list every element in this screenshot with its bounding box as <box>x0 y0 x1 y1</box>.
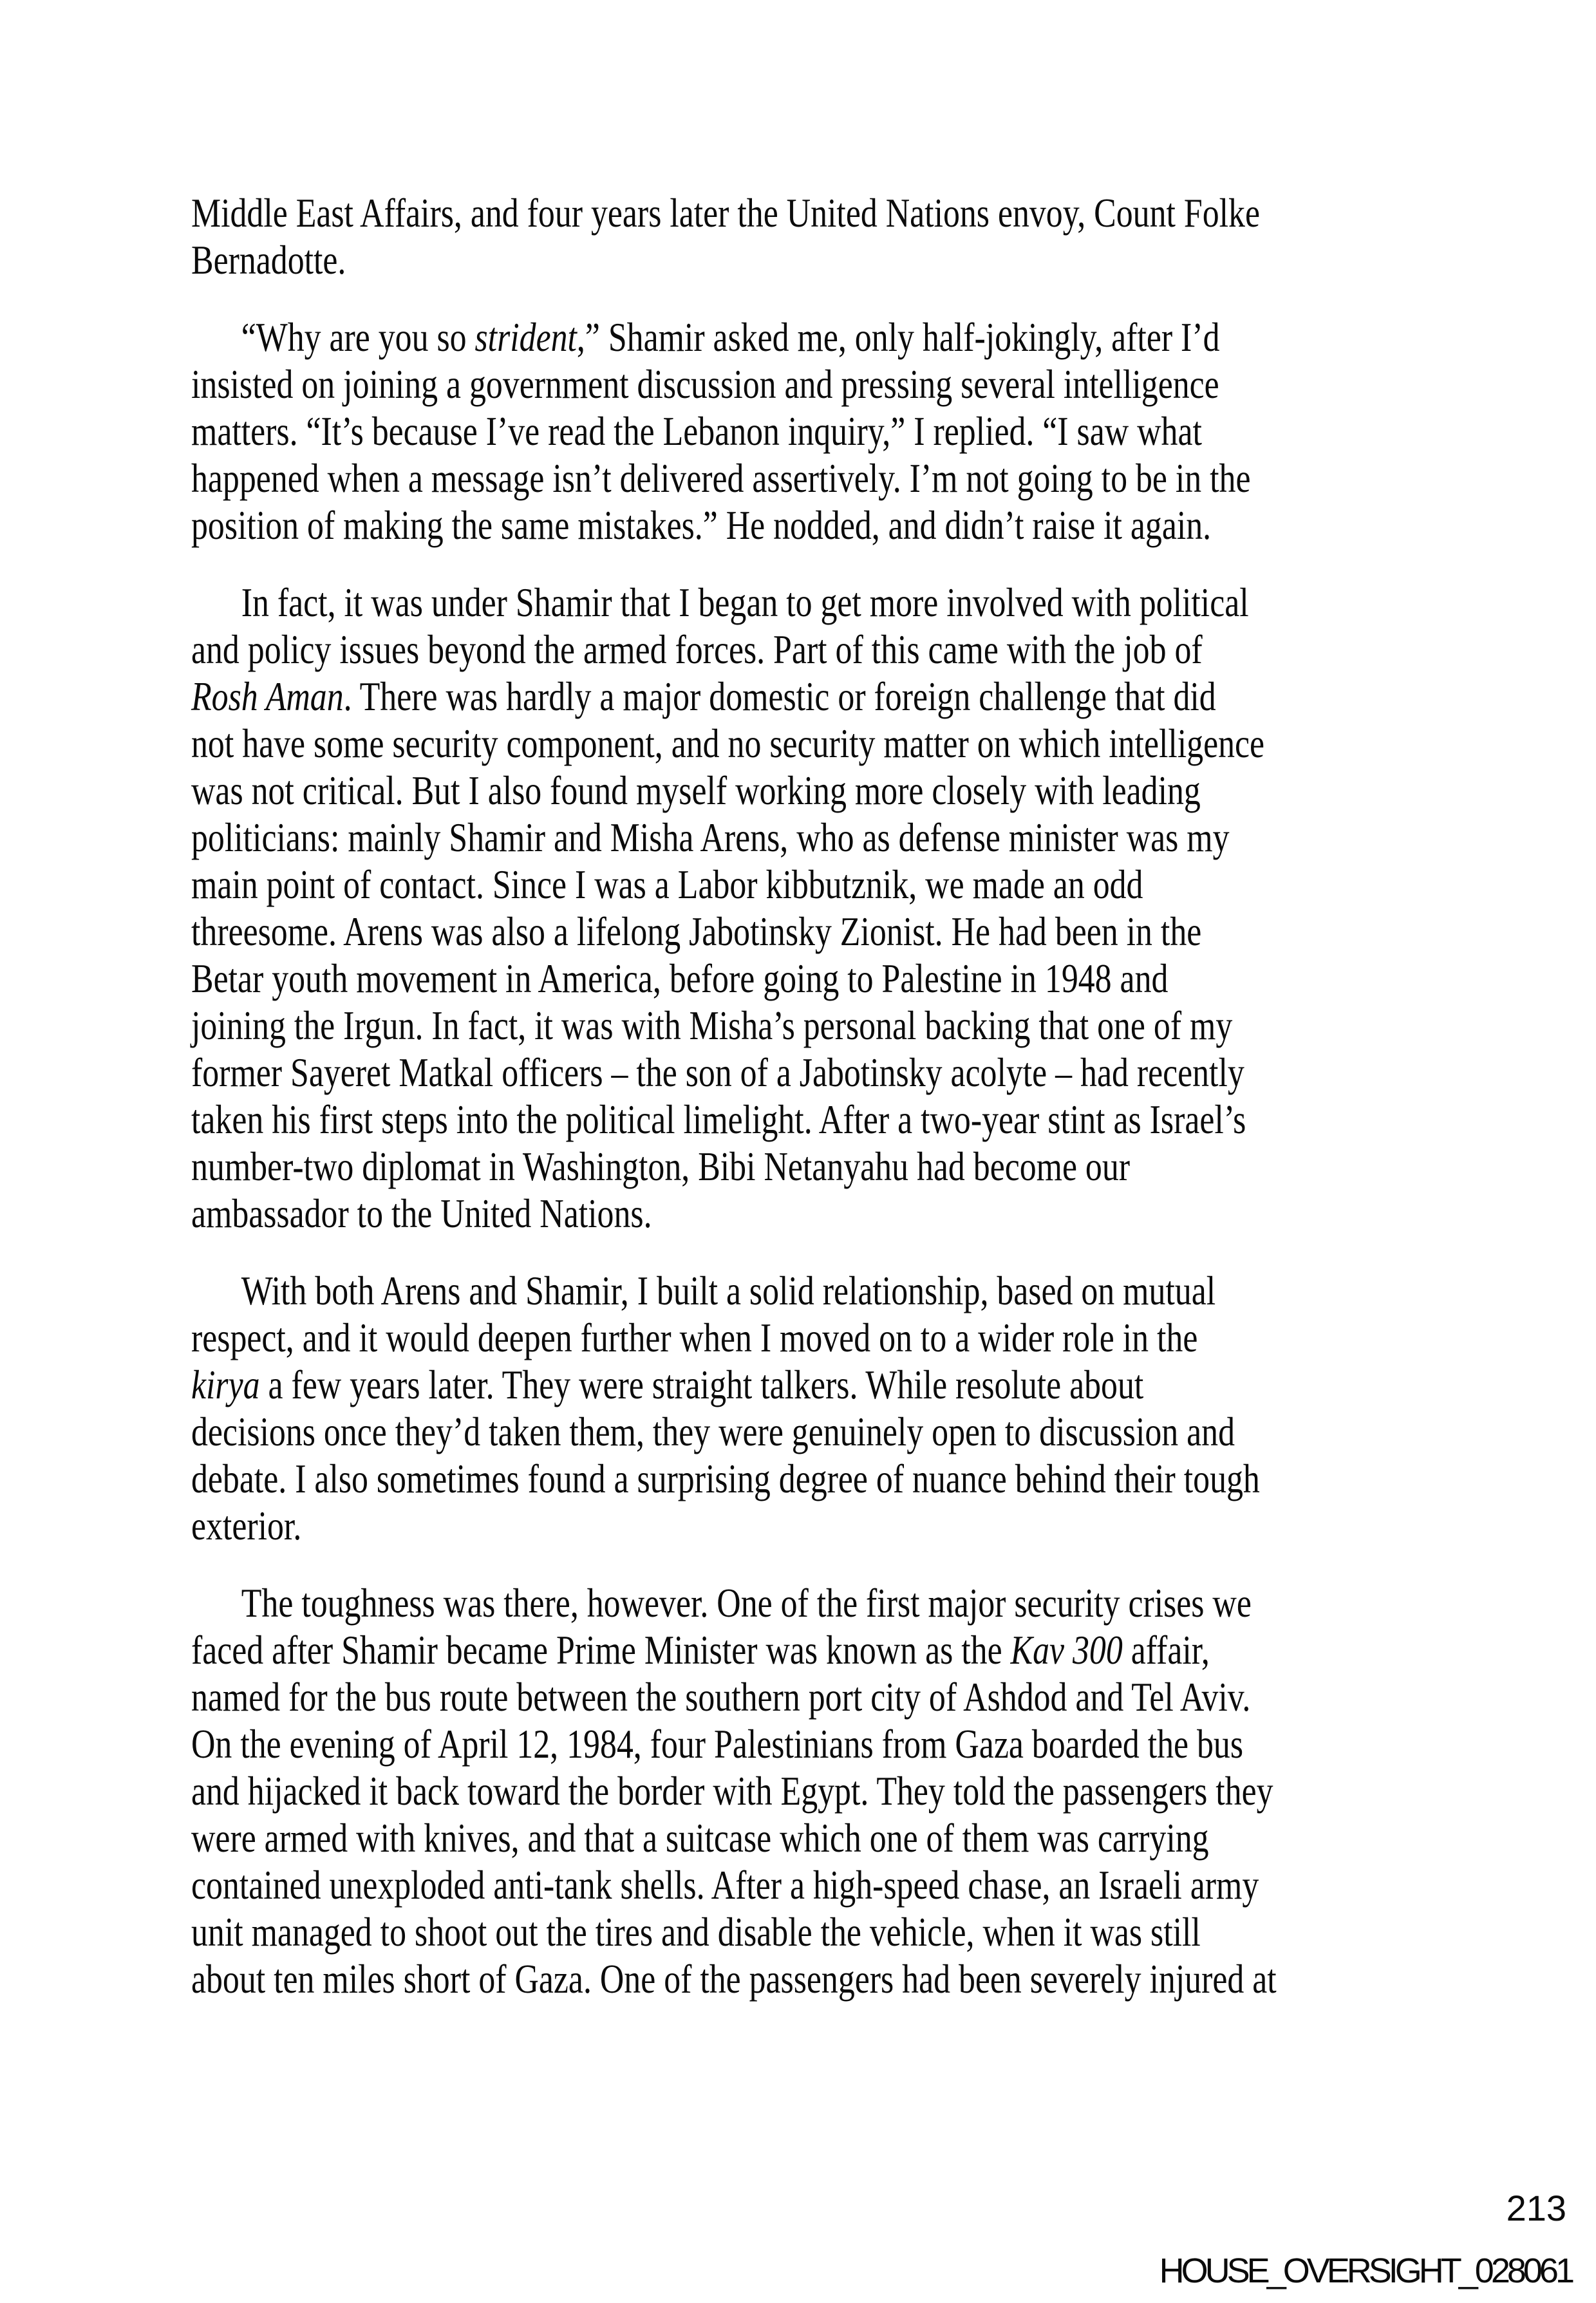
text-line <box>191 1579 1443 1626</box>
text-line <box>191 1096 1443 1143</box>
text-line <box>191 1455 1443 1502</box>
text-line <box>191 814 1443 861</box>
text-line <box>191 361 1443 408</box>
text-line <box>191 1049 1443 1096</box>
text-segment: faced after Shamir became Prime Minister was known as the <box>191 1627 1011 1673</box>
text-segment: and policy issues beyond the armed forces. Part of this came with the job of <box>191 626 1203 672</box>
text-line <box>191 1720 1443 1767</box>
text-segment: were armed with knives, and that a suitcase which one of them was carrying <box>191 1815 1209 1861</box>
text-segment: number-two diplomat in Washington, Bibi Netanyahu had become our <box>191 1143 1131 1189</box>
italic-text-segment: Rosh Aman <box>191 673 344 719</box>
text-line <box>191 455 1443 502</box>
text-segment: threesome. Arens was also a lifelong Jabotinsky Zionist. He had been in the <box>191 908 1202 954</box>
text-line <box>191 1955 1443 2002</box>
text-segment: about ten miles short of Gaza. One of the passengers had been severely injured at <box>191 1956 1277 2002</box>
text-line <box>191 502 1443 549</box>
text-line <box>191 1314 1443 1361</box>
text-line <box>191 955 1443 1002</box>
text-segment: unit managed to shoot out the tires and disable the vehicle, when it was still <box>191 1909 1201 1955</box>
text-segment: position of making the same mistakes.” He nodded, and didn’t raise it again. <box>191 502 1212 548</box>
text-line <box>191 626 1443 673</box>
text-line <box>191 1626 1443 1673</box>
text-line <box>191 236 1443 283</box>
text-line <box>191 579 1443 626</box>
text-line <box>191 1143 1443 1190</box>
text-segment: respect, and it would deepen further when I moved on to a wider role in the <box>191 1315 1198 1360</box>
text-segment: main point of contact. Since I was a Labor kibbutznik, we made an odd <box>191 861 1143 907</box>
text-segment: former Sayeret Matkal officers – the son of a Jabotinsky acolyte – had recently <box>191 1049 1244 1095</box>
text-segment: On the evening of April 12, 1984, four Palestinians from Gaza boarded the bus <box>191 1721 1244 1767</box>
paragraph <box>191 579 1443 1237</box>
text-segment: named for the bus route between the southern port city of Ashdod and Tel Aviv. <box>191 1674 1251 1720</box>
text-segment: debate. I also sometimes found a surprising degree of nuance behind their tough <box>191 1456 1260 1501</box>
italic-text-segment: Kav 300 <box>1010 1627 1123 1673</box>
bates-number: HOUSE_OVERSIGHT_028061 <box>1159 2251 1572 2290</box>
paragraph <box>191 1579 1443 2002</box>
text-segment: The toughness was there, however. One of the first major security crises we <box>241 1580 1252 1626</box>
text-segment: With both Arens and Shamir, I built a solid relationship, based on mutual <box>241 1268 1216 1313</box>
text-line <box>191 1861 1443 1908</box>
page-number: 213 <box>1506 2188 1566 2228</box>
text-line <box>191 1673 1443 1720</box>
italic-text-segment: strident <box>474 314 577 360</box>
text-segment: not have some security component, and no security matter on which intelligence <box>191 720 1265 766</box>
text-line <box>191 1267 1443 1314</box>
text-line <box>191 1408 1443 1455</box>
text-segment: contained unexploded anti-tank shells. After a high-speed chase, an Israeli army <box>191 1862 1259 1908</box>
text-segment: “Why are you so <box>241 314 475 360</box>
text-segment: . There was hardly a major domestic or foreign challenge that did <box>343 673 1216 719</box>
text-line <box>191 189 1443 236</box>
text-line <box>191 673 1443 720</box>
text-line <box>191 1502 1443 1549</box>
text-line <box>191 1361 1443 1408</box>
text-segment: ambassador to the United Nations. <box>191 1190 652 1236</box>
text-line <box>191 408 1443 455</box>
text-segment: and hijacked it back toward the border with Egypt. They told the passengers they <box>191 1768 1273 1814</box>
text-line <box>191 720 1443 767</box>
text-segment: Bernadotte. <box>191 237 346 283</box>
text-segment: ,” Shamir asked me, only half-jokingly, after I’d <box>576 314 1220 360</box>
paragraph <box>191 314 1443 549</box>
paragraph <box>191 1267 1443 1549</box>
text-line <box>191 1002 1443 1049</box>
text-segment: affair, <box>1122 1627 1210 1673</box>
text-segment: Middle East Affairs, and four years later the United Nations envoy, Count Folke <box>191 190 1260 236</box>
text-line <box>191 1190 1443 1237</box>
text-segment: a few years later. They were straight talkers. While resolute about <box>259 1362 1144 1407</box>
text-segment: Betar youth movement in America, before going to Palestine in 1948 and <box>191 955 1169 1001</box>
text-segment: In fact, it was under Shamir that I began to get more involved with political <box>241 579 1249 625</box>
text-segment: exterior. <box>191 1503 302 1548</box>
text-line <box>191 1908 1443 1955</box>
paragraph <box>191 189 1443 283</box>
text-segment: was not critical. But I also found myself working more closely with leading <box>191 767 1201 813</box>
text-line <box>191 767 1443 814</box>
body-text <box>191 189 1443 2002</box>
text-line <box>191 908 1443 955</box>
text-segment: insisted on joining a government discussion and pressing several intelligence <box>191 361 1219 407</box>
text-segment: taken his first steps into the political limelight. After a two-year stint as Israel’s <box>191 1096 1246 1142</box>
text-line <box>191 1814 1443 1861</box>
text-line <box>191 861 1443 908</box>
text-line <box>191 314 1443 361</box>
text-segment: decisions once they’d taken them, they were genuinely open to discussion and <box>191 1409 1235 1454</box>
text-segment: happened when a message isn’t delivered assertively. I’m not going to be in the <box>191 455 1251 501</box>
text-segment: joining the Irgun. In fact, it was with Misha’s personal backing that one of my <box>191 1002 1233 1048</box>
text-line <box>191 1767 1443 1814</box>
text-segment: matters. “It’s because I’ve read the Lebanon inquiry,” I replied. “I saw what <box>191 408 1202 454</box>
text-segment: politicians: mainly Shamir and Misha Arens, who as defense minister was my <box>191 814 1230 860</box>
italic-text-segment: kirya <box>191 1362 260 1407</box>
